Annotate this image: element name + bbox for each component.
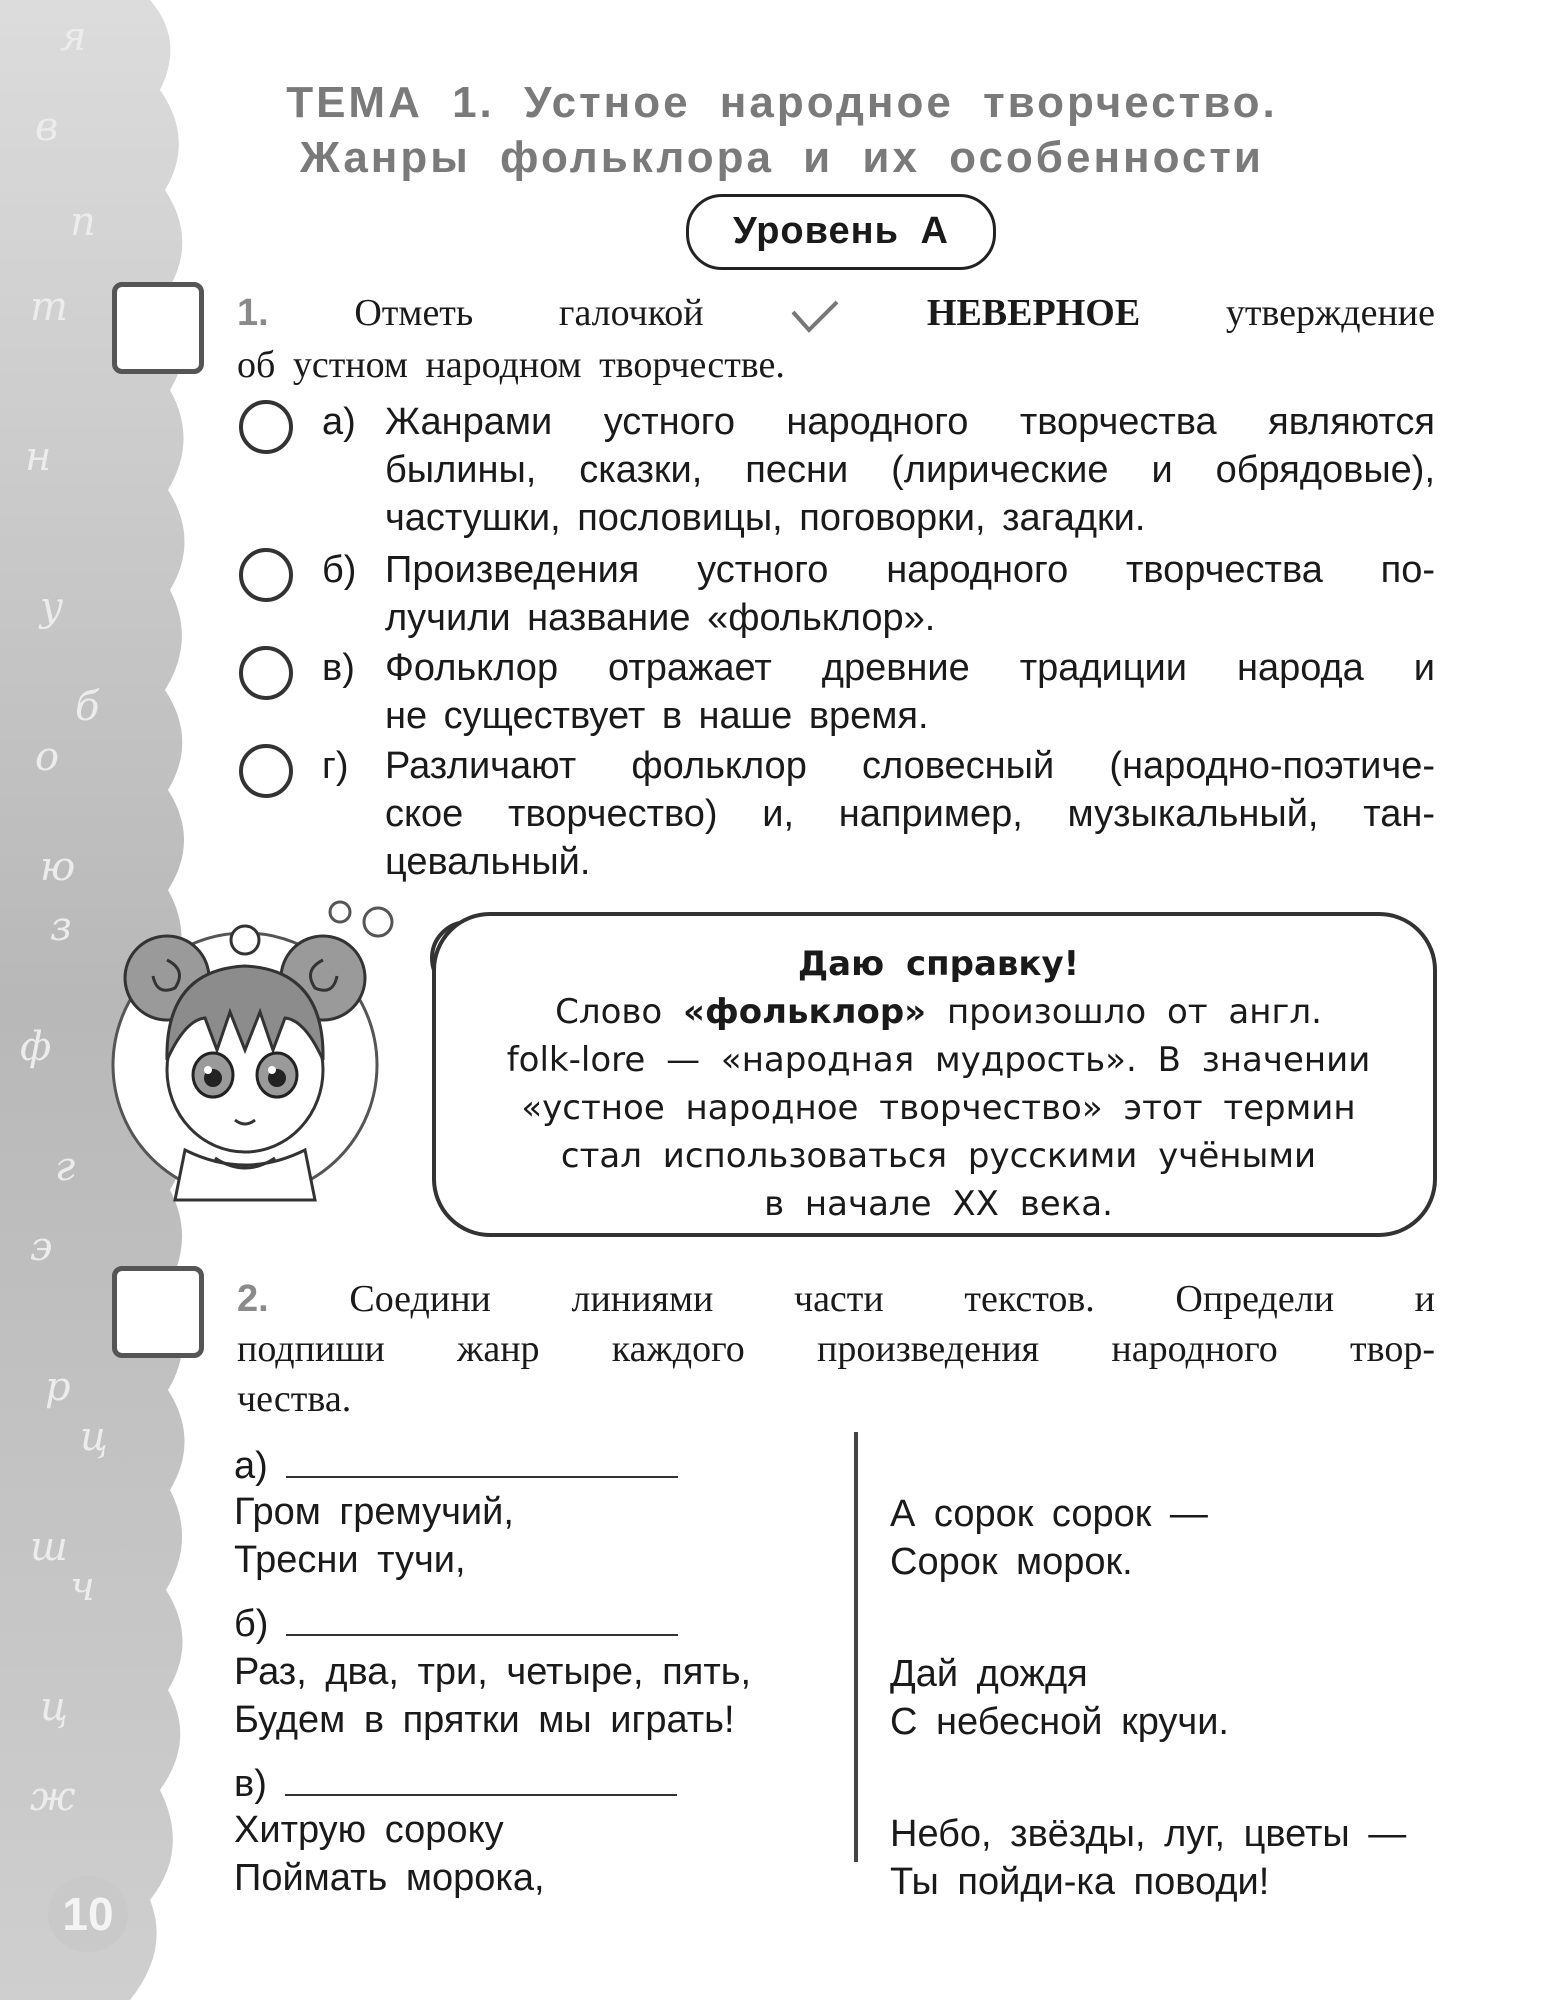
- poem-v-line2: Поймать морока,: [234, 1857, 545, 1899]
- poem-a-label-row: [234, 1442, 678, 1490]
- task1-number: 1.: [237, 292, 269, 334]
- option-v-letter: в): [322, 647, 355, 689]
- task2-line2: подпиши жанр каждого произведения народного твор-: [237, 1328, 1435, 1370]
- poem-b-line2: Будем в прятки мы играть!: [234, 1699, 735, 1741]
- info-line1-start: Слово: [555, 992, 663, 1032]
- svg-text:я: я: [60, 14, 87, 60]
- svg-text:п: п: [70, 199, 96, 245]
- option-v[interactable]: [230, 644, 1440, 744]
- option-v-text: [385, 644, 1435, 740]
- option-line: не существует в наше время.: [385, 695, 929, 737]
- right-2-line1: Дай дождя: [890, 1653, 1088, 1695]
- option-line: лучили название «фольклор».: [385, 597, 936, 639]
- poem-b-label-row: [234, 1600, 678, 1648]
- page-number: 10: [48, 1876, 128, 1952]
- level-badge: Уровень А: [686, 194, 996, 270]
- option-a-circle[interactable]: [239, 400, 293, 454]
- right-1-line1: А сорок сорок —: [890, 1493, 1208, 1535]
- svg-text:э: э: [30, 1224, 53, 1270]
- girl-illustration: [95, 900, 405, 1220]
- right-3-line2: Ты пойди-ка поводи!: [890, 1861, 1270, 1903]
- info-line1-end: произошло от англ.: [946, 992, 1322, 1032]
- info-line4: стал использоваться русскими учёными: [560, 1136, 1317, 1176]
- info-line2: folk-lore — «народная мудрость». В значении: [506, 1040, 1371, 1080]
- poem-a-line1: Гром гремучий,: [234, 1491, 514, 1533]
- option-a-text: [385, 398, 1435, 542]
- task2-line1: [237, 1274, 1435, 1324]
- svg-text:ж: ж: [30, 1774, 76, 1820]
- right-2-line2: С небесной кручи.: [890, 1701, 1229, 1743]
- poem-b-genre-blank[interactable]: [286, 1624, 678, 1636]
- svg-text:ш: ш: [30, 1524, 68, 1570]
- svg-text:р: р: [45, 1364, 71, 1410]
- poem-v-genre-blank[interactable]: [285, 1784, 677, 1796]
- svg-text:о: о: [35, 734, 60, 780]
- task2-number: 2.: [237, 1278, 269, 1320]
- task1-emphasis: НЕВЕРНОЕ: [926, 292, 1141, 334]
- task1-prompt: [237, 288, 1435, 338]
- option-line: Жанрами устного народного творчества являются: [385, 401, 1435, 443]
- right-1-line2: Сорок морок.: [890, 1541, 1133, 1583]
- option-line: Произведения устного народного творчества по-: [385, 549, 1435, 591]
- option-v-circle[interactable]: [239, 646, 293, 700]
- svg-text:ф: ф: [20, 1024, 52, 1070]
- option-line: цевальный.: [385, 841, 591, 883]
- poem-v-line1: Хитрую сороку: [234, 1809, 504, 1851]
- poem-a-label: а): [234, 1445, 268, 1487]
- option-line: ское творчество) и, например, музыкальный, тан-: [385, 793, 1435, 835]
- svg-text:в: в: [35, 104, 59, 150]
- option-line: Фольклор отражает древние традиции народа и: [385, 647, 1435, 689]
- task2-score-box[interactable]: [112, 1266, 204, 1358]
- svg-text:з: з: [50, 904, 72, 950]
- option-b-circle[interactable]: [239, 548, 293, 602]
- option-g-text: [385, 742, 1435, 886]
- task1-prompt-end: утверждение: [1225, 292, 1436, 334]
- svg-text:г: г: [55, 1144, 76, 1190]
- option-line: частушки, пословицы, поговорки, загадки.: [385, 497, 1146, 539]
- topic-title-line1: ТЕМА 1. Устное народное творчество.: [286, 78, 1278, 127]
- task2-line3: чества.: [237, 1378, 352, 1420]
- poem-a-line2: Тресни тучи,: [234, 1539, 466, 1581]
- right-3-line1: Небо, звёзды, луг, цветы —: [890, 1813, 1407, 1855]
- option-b-letter: б): [322, 549, 357, 591]
- info-bubble: [432, 912, 1437, 1237]
- svg-text:б: б: [75, 684, 100, 730]
- option-g-circle[interactable]: [239, 744, 293, 798]
- task2-line1-text: Соедини линиями части текстов. Определи и: [349, 1278, 1436, 1320]
- option-g-letter: г): [322, 745, 349, 787]
- option-a[interactable]: [230, 398, 1440, 548]
- info-line1-bold: «фольклор»: [683, 992, 927, 1032]
- poem-b-line1: Раз, два, три, четыре, пять,: [234, 1651, 752, 1693]
- option-b[interactable]: [230, 546, 1440, 646]
- svg-text:у: у: [40, 584, 64, 630]
- option-line: Различают фольклор словесный (народно-поэтиче-: [385, 745, 1435, 787]
- svg-text:ч: ч: [70, 1564, 95, 1610]
- task1-prompt-line2: об устном народном творчестве.: [237, 344, 785, 386]
- poem-v-label-row: [234, 1760, 677, 1808]
- task1-prompt-start: Отметь галочкой: [354, 292, 704, 334]
- poem-b-label: б): [234, 1603, 269, 1645]
- info-line3: «устное народное творчество» этот термин: [521, 1088, 1356, 1128]
- svg-text:н: н: [25, 434, 52, 480]
- column-divider: [854, 1432, 858, 1862]
- svg-text:ц: ц: [40, 1684, 68, 1730]
- poem-v-label: в): [234, 1763, 267, 1805]
- info-heading: Даю справку!: [797, 944, 1080, 984]
- info-line1: [436, 988, 1441, 1036]
- option-g[interactable]: [230, 742, 1440, 892]
- checkmark-icon: [789, 298, 841, 334]
- option-a-letter: а): [322, 401, 356, 443]
- svg-text:ю: ю: [40, 844, 76, 890]
- option-b-text: [385, 546, 1435, 642]
- svg-text:т: т: [30, 284, 68, 330]
- topic-title-line2: Жанры фольклора и их особенности: [300, 133, 1264, 182]
- task1-score-box[interactable]: [112, 282, 204, 374]
- option-line: былины, сказки, песни (лирические и обрядовые),: [385, 449, 1435, 491]
- svg-text:ц: ц: [80, 1414, 108, 1460]
- info-line5: в начале XX века.: [764, 1184, 1113, 1224]
- poem-a-genre-blank[interactable]: [286, 1466, 678, 1478]
